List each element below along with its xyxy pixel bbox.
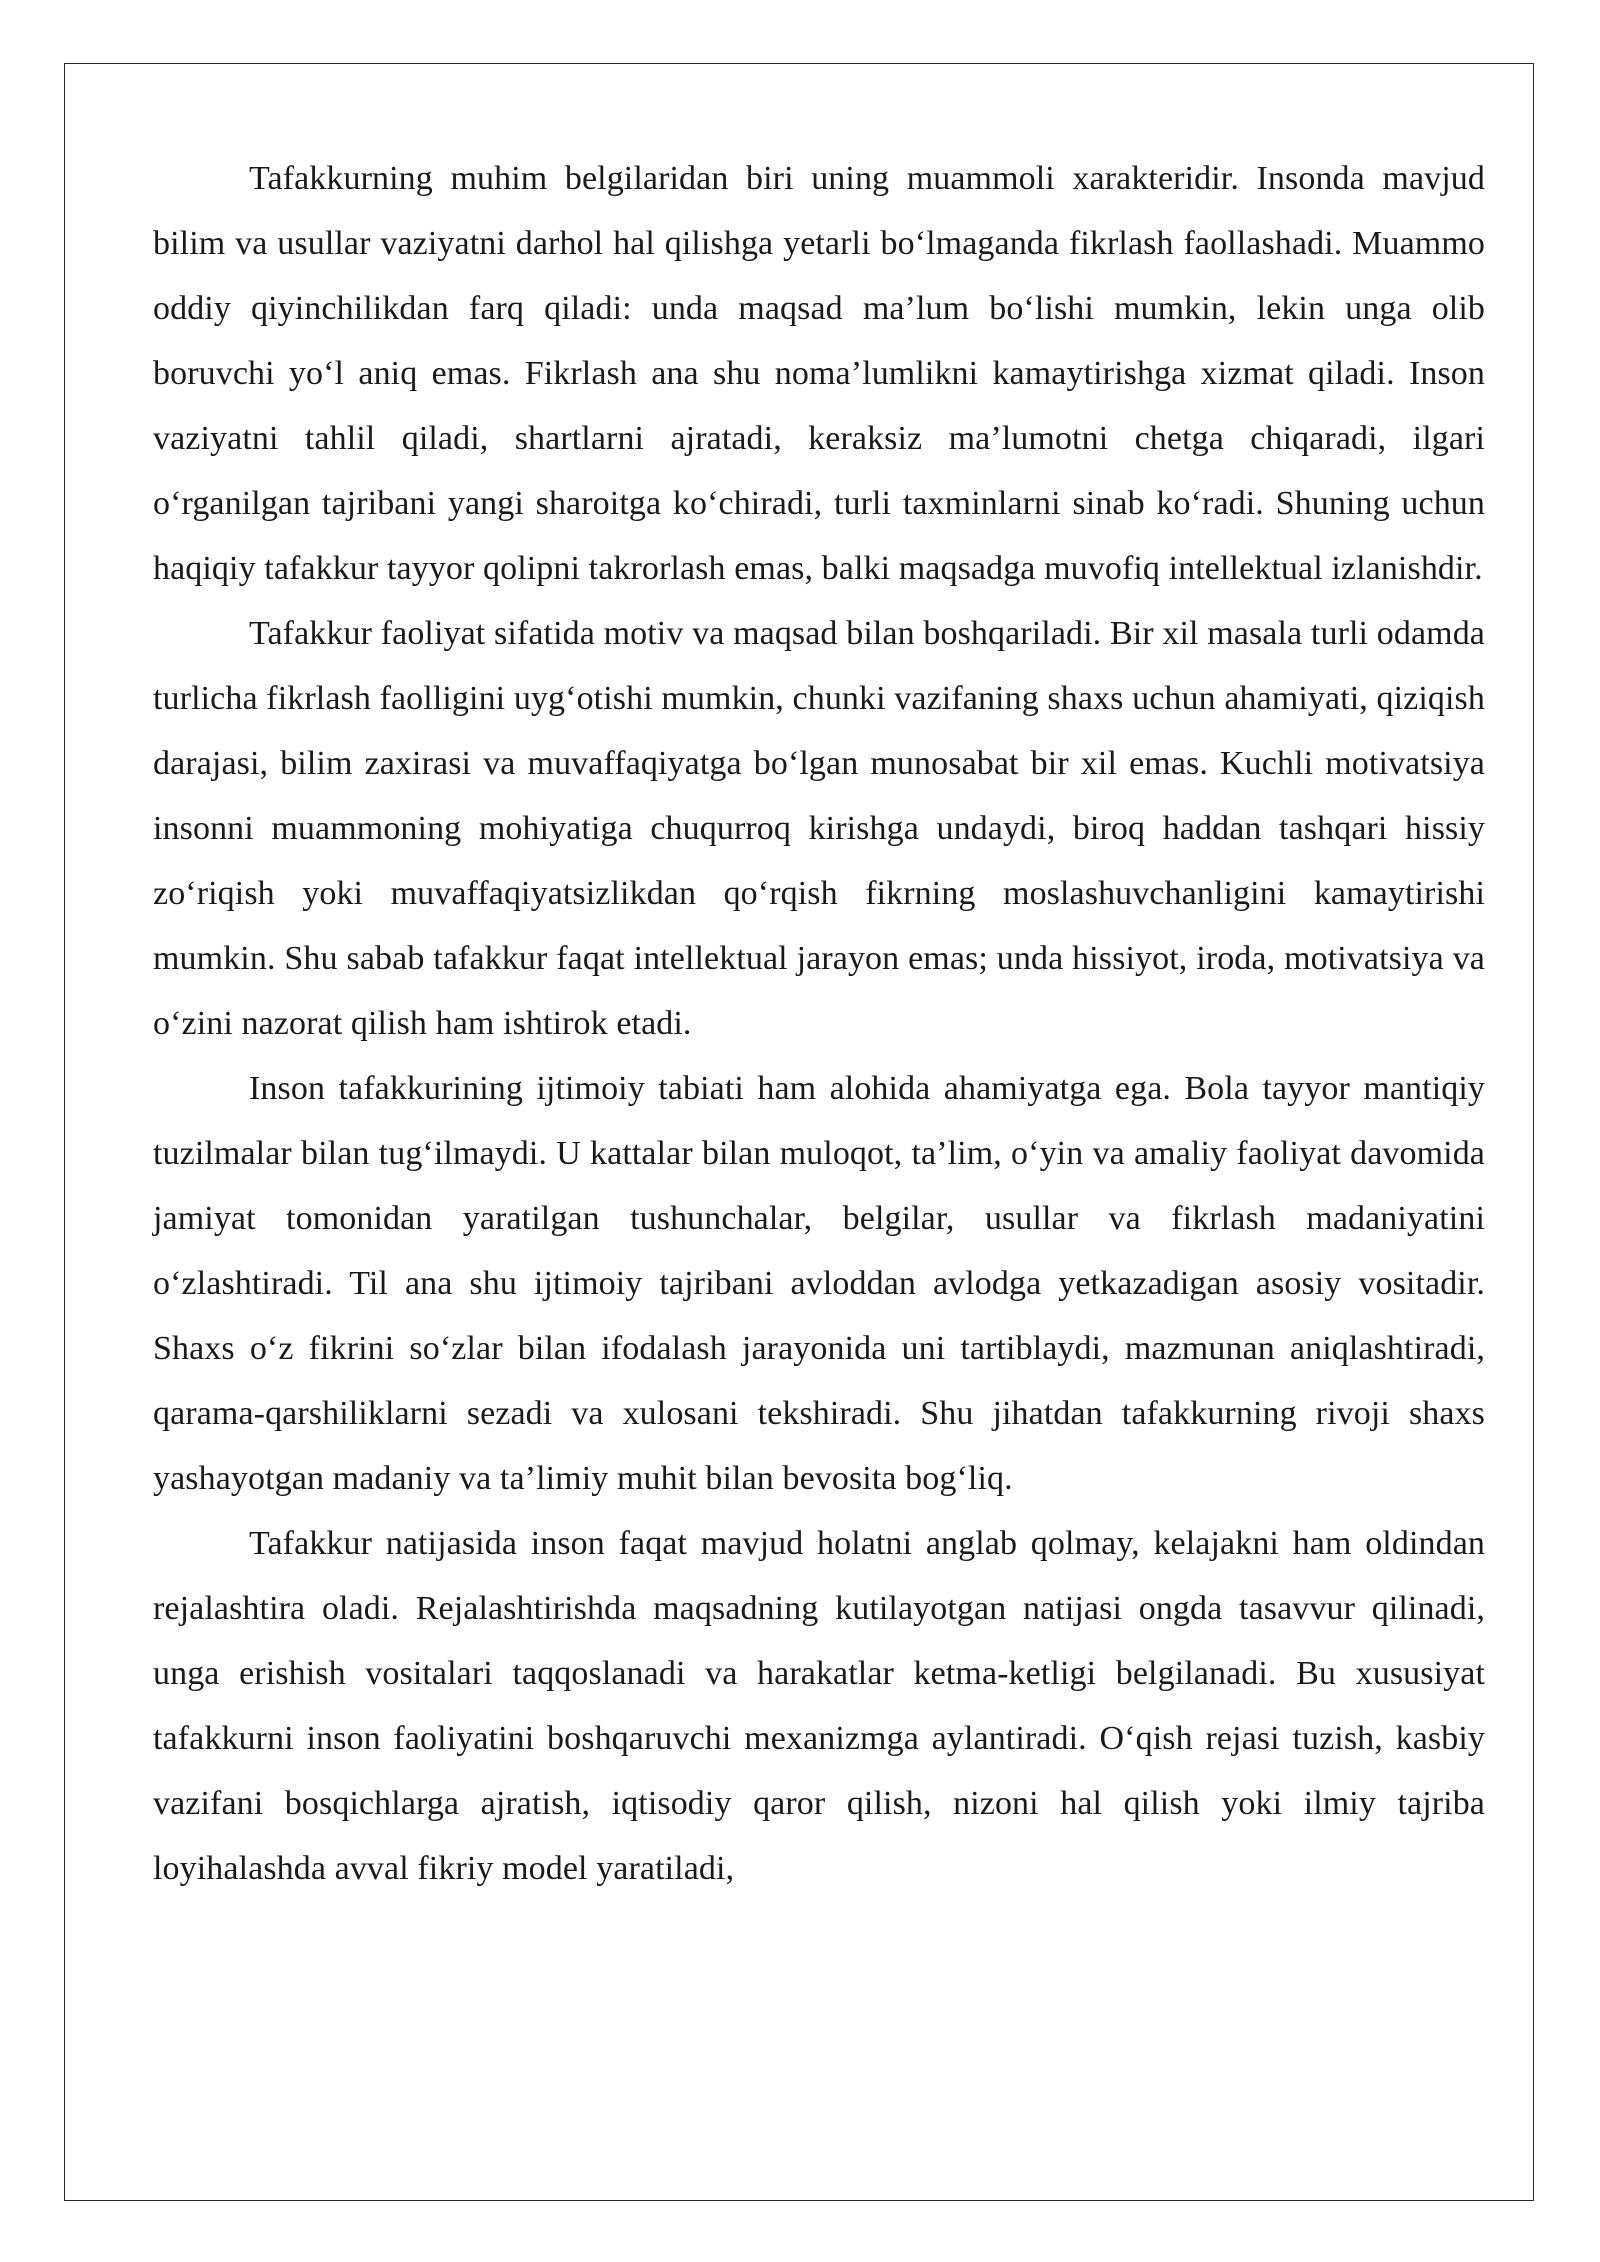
document-body [153,146,1485,1901]
paragraph-2: Tafakkur faoliyat sifatida motiv va maqsad bilan boshqariladi. Bir xil masala turli odamda turlicha fikrlash faolligini uyg‘otishi mumkin, chunki vazifaning shaxs uchun ahamiyati, qiziqish darajasi, bilim zaxirasi va muvaffaqiyatga bo‘lgan munosabat bir xil emas. Kuchli motivatsiya insonni muammoning mohiyatiga chuqurroq kirishga undaydi, biroq haddan tashqari hissiy zo‘riqish yoki muvaffaqiyatsizlikdan qo‘rqish fikrning moslashuvchanligini kamaytirishi mumkin. Shu sabab tafakkur faqat intellektual jarayon emas; unda hissiyot, iroda, motivatsiya va o‘zini nazorat qilish ham ishtirok etadi. [153,615,1485,1042]
paragraph-4: Tafakkur natijasida inson faqat mavjud holatni anglab qolmay, kelajakni ham oldindan rejalashtira oladi. Rejalashtirishda maqsadning kutilayotgan natijasi ongda tasavvur qilinadi, unga erishish vositalari taqqoslanadi va harakatlar ketma-ketligi belgilanadi. Bu xususiyat tafakkurni inson faoliyatini boshqaruvchi mexanizmga aylantiradi. O‘qish rejasi tuzish, kasbiy vazifani bosqichlarga ajratish, iqtisodiy qaror qilish, nizoni hal qilish yoki ilmiy tajriba loyihalashda avval fikriy model yaratiladi, [153,1525,1485,1887]
paragraph-1: Tafakkurning muhim belgilaridan biri uning muammoli xarakteridir. Insonda mavjud bilim va usullar vaziyatni darhol hal qilishga yetarli bo‘lmaganda fikrlash faollashadi. Muammo oddiy qiyinchilikdan farq qiladi: unda maqsad ma’lum bo‘lishi mumkin, lekin unga olib boruvchi yo‘l aniq emas. Fikrlash ana shu noma’lumlikni kamaytirishga xizmat qiladi. Inson vaziyatni tahlil qiladi, shartlarni ajratadi, keraksiz ma’lumotni chetga chiqaradi, ilgari o‘rganilgan tajribani yangi sharoitga ko‘chiradi, turli taxminlarni sinab ko‘radi. Shuning uchun haqiqiy tafakkur tayyor qolipni takrorlash emas, balki maqsadga muvofiq intellektual izlanishdir. [153,160,1485,587]
paragraph-3: Inson tafakkurining ijtimoiy tabiati ham alohida ahamiyatga ega. Bola tayyor mantiqiy tuzilmalar bilan tug‘ilmaydi. U kattalar bilan muloqot, ta’lim, o‘yin va amaliy faoliyat davomida jamiyat tomonidan yaratilgan tushunchalar, belgilar, usullar va fikrlash madaniyatini o‘zlashtiradi. Til ana shu ijtimoiy tajribani avloddan avlodga yetkazadigan asosiy vositadir. Shaxs o‘z fikrini so‘zlar bilan ifodalash jarayonida uni tartiblaydi, mazmunan aniqlashtiradi, qarama-qarshiliklarni sezadi va xulosani tekshiradi. Shu jihatdan tafakkurning rivoji shaxs yashayotgan madaniy va ta’limiy muhit bilan bevosita bog‘liq. [153,1070,1485,1497]
